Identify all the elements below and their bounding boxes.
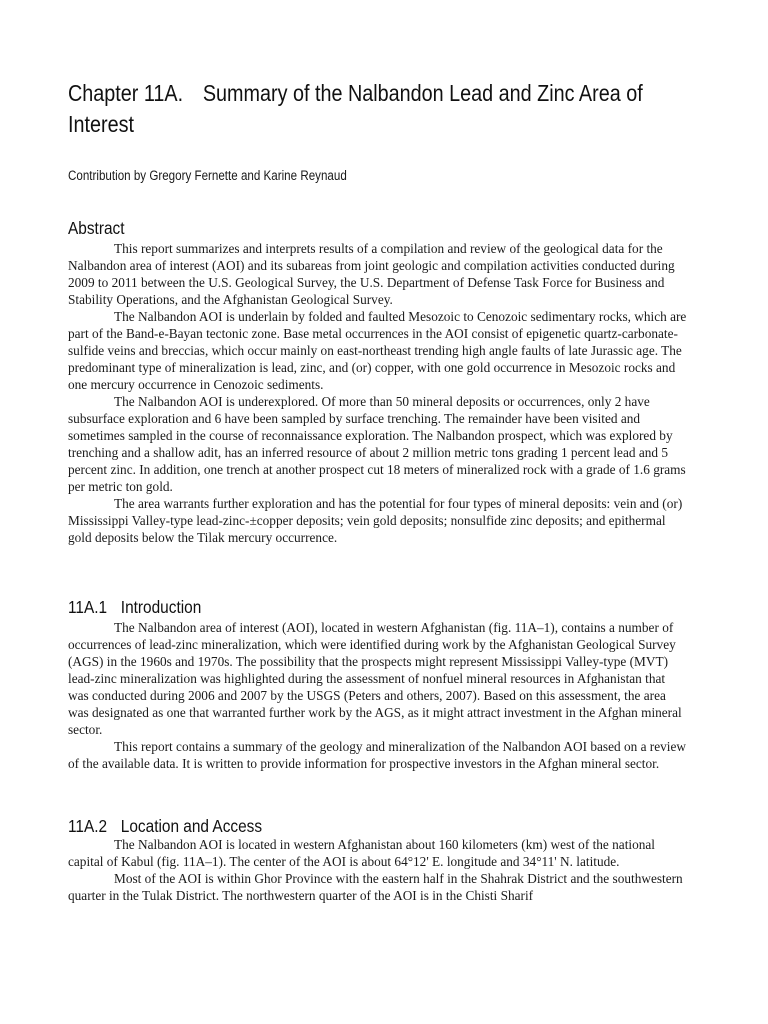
location-paragraph-2: Most of the AOI is within Ghor Province with the eastern half in the Shahrak District and the southwestern quarter in the Tulak District. The northwestern quarter of the AOI is in the Chisti Sharif [68, 871, 683, 903]
chapter-title: Chapter 11A. Summary of the Nalbandon Lead and Zinc Area of Interest [68, 80, 643, 137]
section-number: 11A.1 [68, 597, 108, 617]
introduction-heading [68, 596, 684, 618]
abstract-paragraph-2: The Nalbandon AOI is underlain by folded and faulted Mesozoic to Cenozoic sedimentary rocks, which are part of the Band-e-Bayan tectonic zone. Base metal occurrences in the AOI consist of epigenetic quartz-carbonate-sulfide veins and breccias, which occur mainly on east-northeast trending high angle faults of late Jurassic age. The predominant type of mineralization is lead, zinc, and (or) copper, with one gold occurrence in Mesozoic rocks and one mercury occurrence in Cenozoic sediments. [68, 309, 687, 392]
section-title: Introduction [120, 597, 202, 617]
document-page [68, 78, 688, 903]
abstract-paragraph-3: The Nalbandon AOI is underexplored. Of more than 50 mineral deposits or occurrences, only 2 have subsurface exploration and 6 have been sampled by surface trenching. The remainder have been visited and sometimes sampled in the course of reconnaissance exploration. The Nalbandon prospect, which was explored by trenching and a shallow adit, has an inferred resource of about 2 million metric tons grading 1 percent lead and 5 percent zinc. In addition, one trench at another prospect cut 18 meters of mineralized rock with a grade of 1.6 grams per metric ton gold. [68, 394, 686, 494]
introduction-body [68, 619, 688, 772]
location-heading [68, 815, 684, 837]
abstract-paragraph-1: This report summarizes and interprets results of a compilation and review of the geological data for the Nalbandon area of interest (AOI) and its subareas from joint geologic and compilation activities conducted during 2009 to 2011 between the U.S. Geological Survey, the U.S. Department of Defense Task Force for Business and Stability Operations, and the Afghanistan Geological Survey. [68, 241, 675, 307]
abstract-heading: Abstract [68, 218, 125, 238]
location-paragraph-1: The Nalbandon AOI is located in western Afghanistan about 160 kilometers (km) west of the national capital of Kabul (fig. 11A–1). The center of the AOI is about 64°12' E. longitude and 34°11' N. latitude. [68, 837, 655, 869]
abstract-body [68, 240, 688, 546]
abstract-paragraph-4: The area warrants further exploration and has the potential for four types of mineral deposits: vein and (or) Mississippi Valley-type lead-zinc-±copper deposits; vein gold deposits; nonsulfide zinc deposits; and epithermal gold deposits below the Tilak mercury occurrence. [68, 496, 683, 545]
contribution-line: Contribution by Gregory Fernette and Karine Reynaud [68, 168, 347, 183]
section-number: 11A.2 [68, 816, 108, 836]
section-title: Location and Access [120, 816, 263, 836]
introduction-paragraph-1: The Nalbandon area of interest (AOI), located in western Afghanistan (fig. 11A–1), contains a number of occurrences of lead-zinc mineralization, which were identified during work by the Afghanistan Geological Survey (AGS) in the 1960s and 1970s. The possibility that the prospects might represent Mississippi Valley-type (MVT) lead-zinc mineralization was highlighted during the assessment of nonfuel mineral resources in Afghanistan that was conducted during 2006 and 2007 by the USGS (Peters and others, 2007). Based on this assessment, the area was designated as one that warranted further work by the AGS, as it might attract investment in the Afghan mineral sector. [68, 620, 682, 737]
introduction-paragraph-2: This report contains a summary of the geology and mineralization of the Nalbandon AOI based on a review of the available data. It is written to provide information for prospective investors in the Afghan mineral sector. [68, 739, 686, 771]
location-body [68, 836, 688, 904]
